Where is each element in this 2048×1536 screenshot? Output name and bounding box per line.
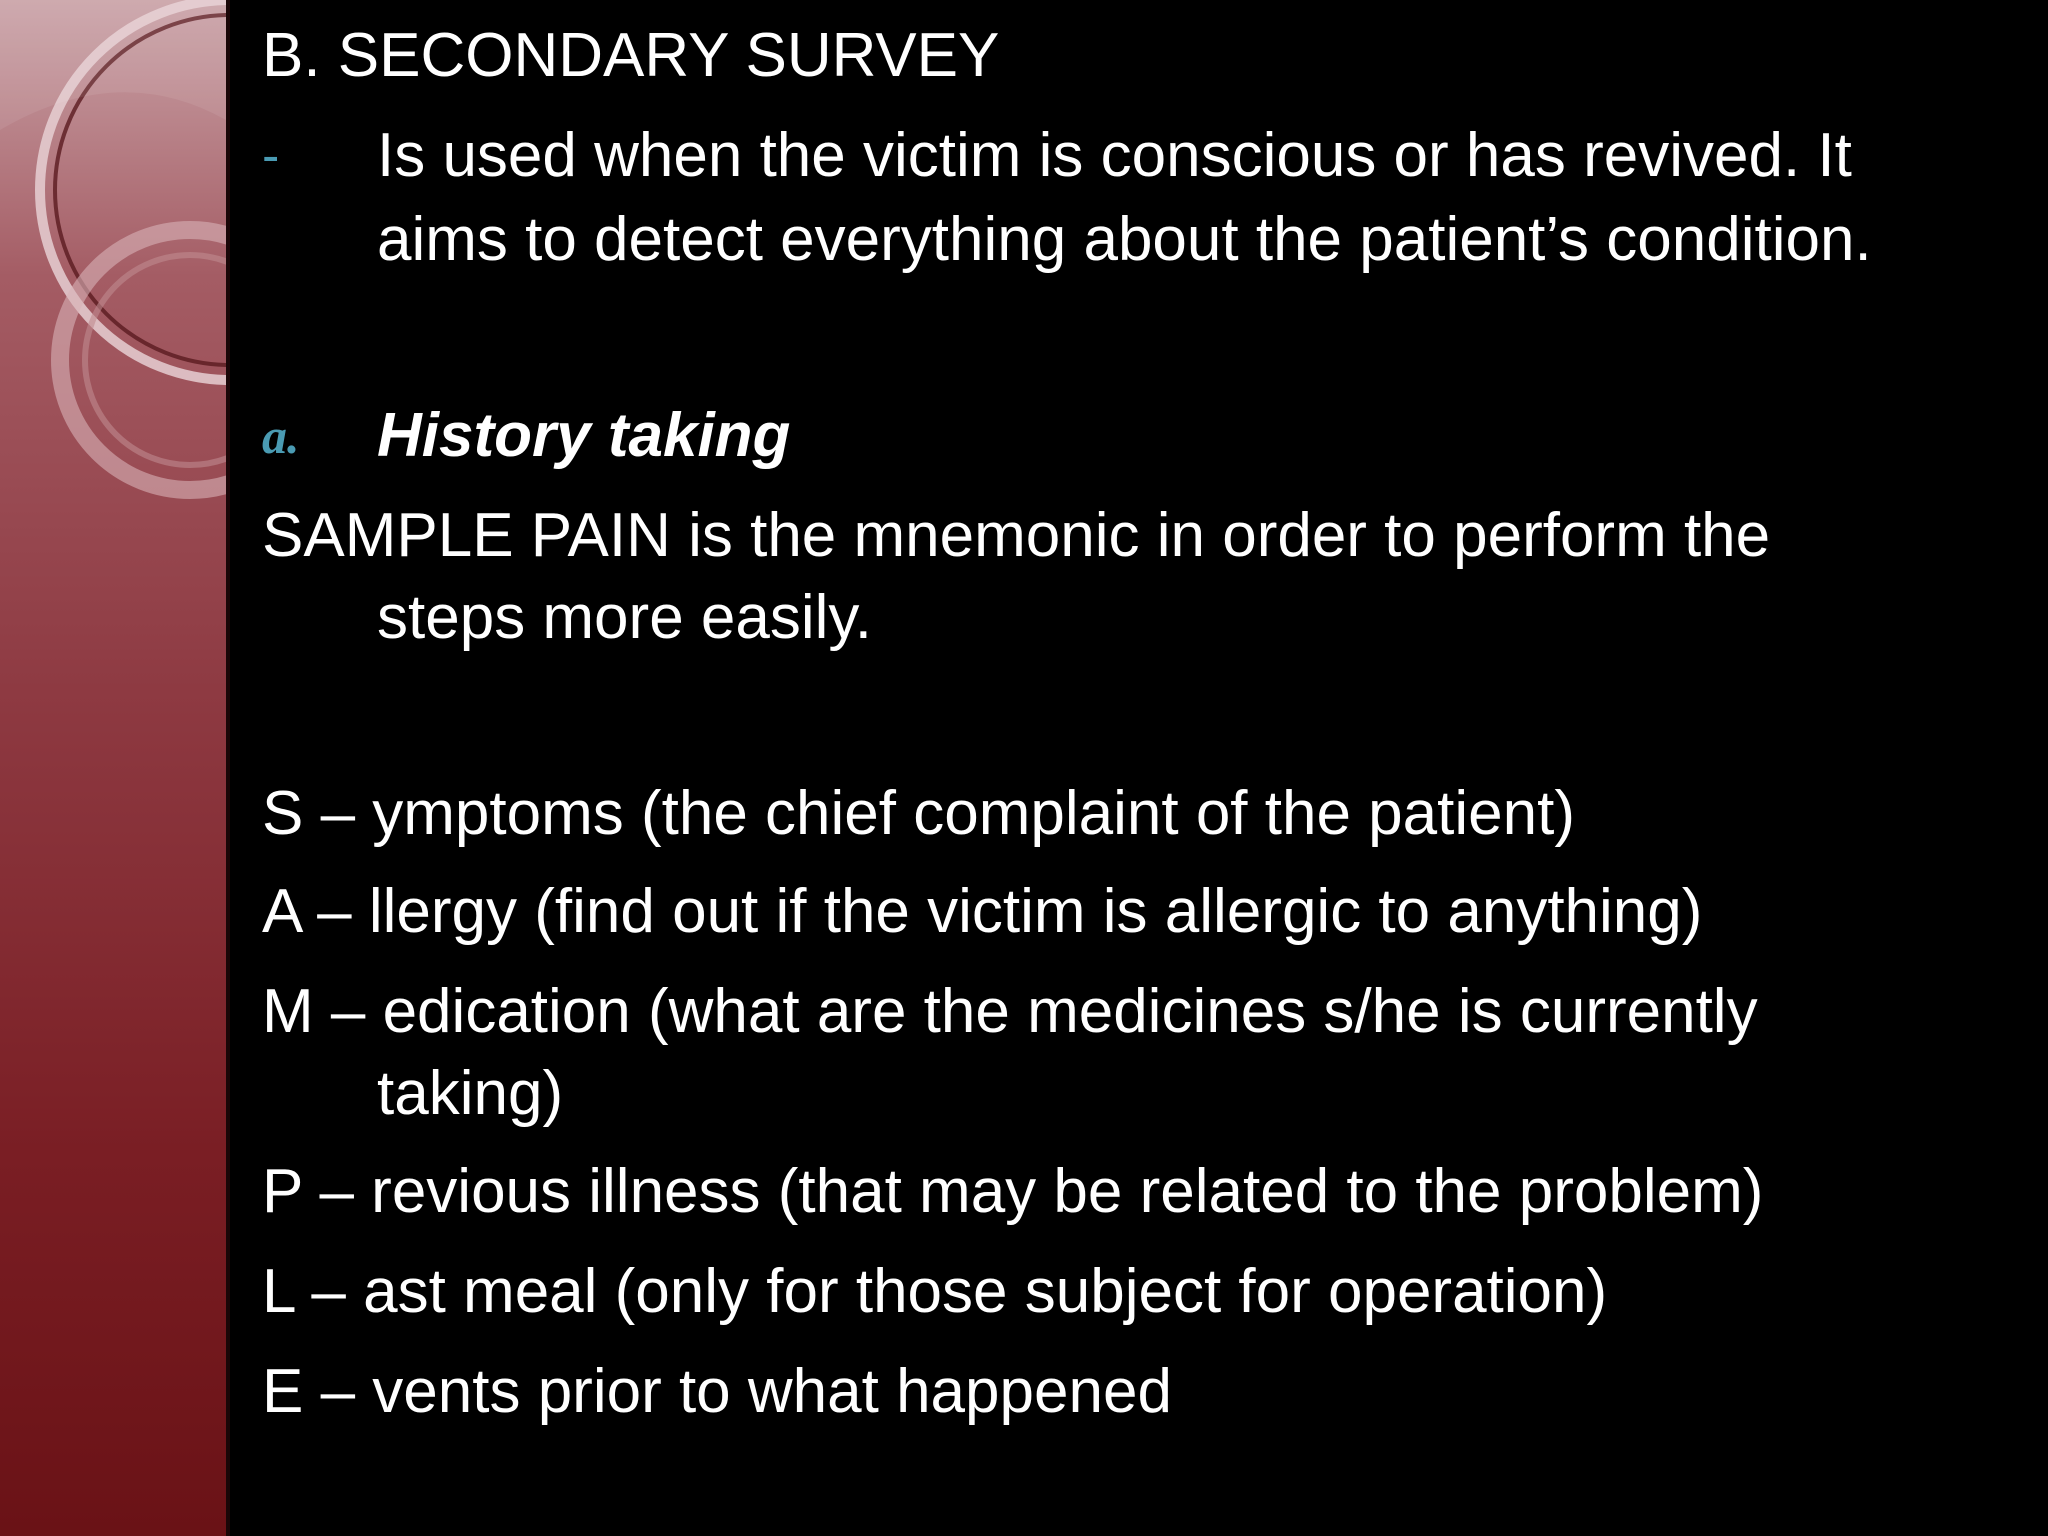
list-item-a: A – llergy (find out if the victim is allergic to anything)	[262, 877, 1703, 946]
list-item-s: S – ymptoms (the chief complaint of the patient)	[262, 779, 1575, 848]
decorative-circles-icon	[0, 0, 226, 1536]
slide-content	[262, 0, 2002, 1536]
bullet-dash-icon: -	[262, 127, 280, 185]
sub-marker: a.	[262, 408, 300, 464]
bullet-text-line-1: Is used when the victim is conscious or has revived. It	[377, 121, 1852, 190]
list-item-e: E – vents prior to what happened	[262, 1357, 1172, 1426]
decorative-side-band	[0, 0, 226, 1536]
list-item-l: L – ast meal (only for those subject for operation)	[262, 1257, 1608, 1326]
sub-heading: History taking	[377, 401, 791, 470]
mnemonic-line-2: steps more easily.	[377, 583, 873, 652]
mnemonic-line-1: SAMPLE PAIN is the mnemonic in order to perform the	[262, 501, 1771, 570]
band-divider	[226, 0, 230, 1536]
list-item-m: M – edication (what are the medicines s/he is currently	[262, 977, 1758, 1046]
slide-heading: B. SECONDARY SURVEY	[262, 21, 1000, 90]
bullet-text-line-2: aims to detect everything about the patient’s condition.	[377, 205, 1872, 274]
list-item-m-continued: taking)	[377, 1059, 564, 1128]
list-item-p: P – revious illness (that may be related to the problem)	[262, 1157, 1764, 1226]
